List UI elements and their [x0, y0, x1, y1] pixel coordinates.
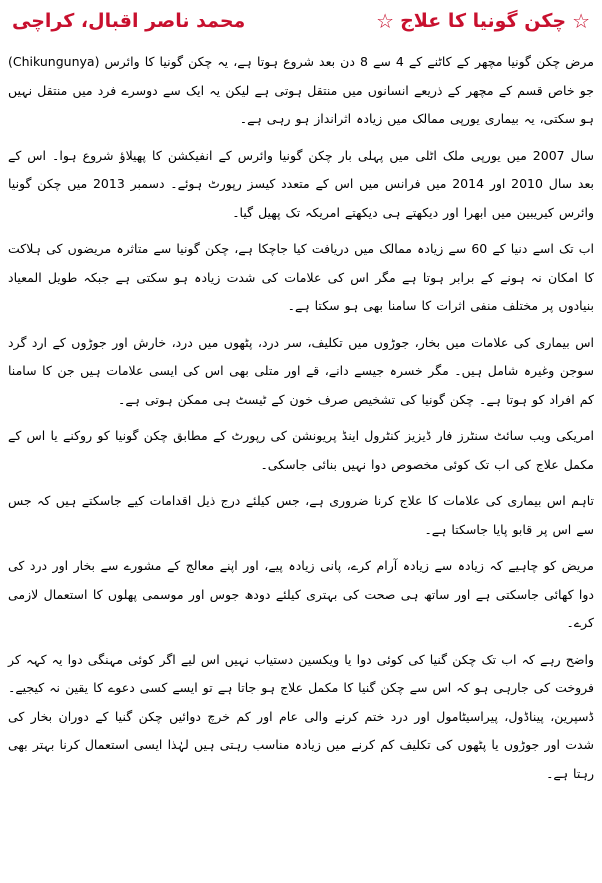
paragraph: مرض چکن گونیا مچھر کے کاٹنے کے 4 سے 8 دن بعد شروع ہوتا ہے، یہ چکن گونیا کا وائرس (Chikungunya) جو خاص قسم کے مچھر کے ذریعے انسانوں میں منتقل ہوتی ہے لیکن یہ ایک سے دوسرے فرد میں منتقل نہیں ہو سکتی، یہ بیماری یورپی ممالک میں زیادہ اثرانداز ہو رہی ہے۔ [8, 54, 594, 126]
paragraph: واضح رہے کہ اب تک چکن گنیا کی کوئی دوا یا ویکسین دستیاب نہیں اس لیے اگر کوئی مہنگی دوا یہ کہہ کر فروخت کی جارہی ہو کہ اس سے چکن گنیا کا مکمل علاج ہو جاتا ہے تو ایسے کسی دعوے کا یقین نہ کیجیے۔ ڈسپرین، پیناڈول، پیراسیٹامول اور درد ختم کرنے والی عام اور کم خرچ دوائیں چکن گنیا کے دوران بخار کی شدت اور جوڑوں یا پٹھوں کی تکلیف کم کرنے میں زیادہ مناسب رہتی ہیں لہٰذا ایسی استعمال کرنا بہتر بھی رہتا ہے۔ [8, 651, 594, 781]
paragraph: امریکی ویب سائٹ سنٹرز فار ڈیزیز کنٹرول اینڈ پریونشن کی رپورٹ کے مطابق چکن گونیا کو روکنے یا اس کے مکمل علاج کی اب تک کوئی مخصوص دوا نہیں بنائی جاسکی۔ [8, 428, 594, 472]
paragraph: سال 2007 میں یورپی ملک اٹلی میں پہلی بار چکن گونیا وائرس کے انفیکشن کا پھیلاؤ شروع ہوا۔ اس کے بعد سال 2010 اور 2014 میں فرانس میں اس کے متعدد کیسز رپورٹ ہوئے۔ دسمبر 2013 میں چکن گونیا وائرس کیریبین میں ابھرا اور دیکھتے ہی دیکھتے امریکہ تک پھیل گیا۔ [8, 147, 594, 220]
star-icon: ☆ [376, 9, 395, 33]
article-title: چکن گونیا کا علاج [400, 10, 567, 32]
paragraph: مریض کو چاہیے کہ زیادہ سے زیادہ آرام کرے، پانی زیادہ پیے، اور اپنے معالج کے مشورے سے بخار اور درد کی دوا کھائی جاسکتی ہے اور ساتھ ہی صحت کی بہتری کیلئے دودھ جوس اور موسمی پھلوں کا استعمال لازمی کرے۔ [8, 558, 594, 630]
paragraph: اس بیماری کی علامات میں بخار، جوڑوں میں تکلیف، سر درد، پٹھوں میں درد، خارش اور جوڑوں کے ارد گرد سوجن وغیرہ شامل ہیں۔ مگر خسرہ جیسے دانے، قے اور متلی بھی اس کی ایسی علامات ہیں جن کا سامنا کم افراد کو ہوتا ہے۔ چکن گونیا کی تشخیص صرف خون کے ٹیسٹ ہی ممکن ہوتی ہے۔ [8, 334, 594, 407]
article-body [8, 48, 594, 788]
star-icon: ☆ [572, 9, 590, 33]
paragraph: تاہم اس بیماری کی علامات کا علاج کرنا ضروری ہے، جس کیلئے درج ذیل اقدامات کیے جاسکتے ہیں کہ جس سے اس پر قابو پایا جاسکتا ہے۔ [8, 493, 594, 537]
paragraph: اب تک اسے دنیا کے 60 سے زیادہ ممالک میں دریافت کیا جاچکا ہے، چکن گونیا سے متاثرہ مریضوں کی ہلاکت کا امکان نہ ہونے کے برابر ہوتا ہے مگر اس کی علامات کی شدت زیادہ ہو سکتی ہے جبکہ طویل المعیاد بنیادوں پر مختلف منفی اثرات کا سامنا بھی ہو سکتا ہے۔ [8, 241, 595, 313]
header-title-group [376, 10, 590, 32]
header-author-group [12, 10, 245, 32]
header [8, 0, 594, 42]
article-author: محمد ناصر اقبال، کراچی [12, 10, 246, 32]
